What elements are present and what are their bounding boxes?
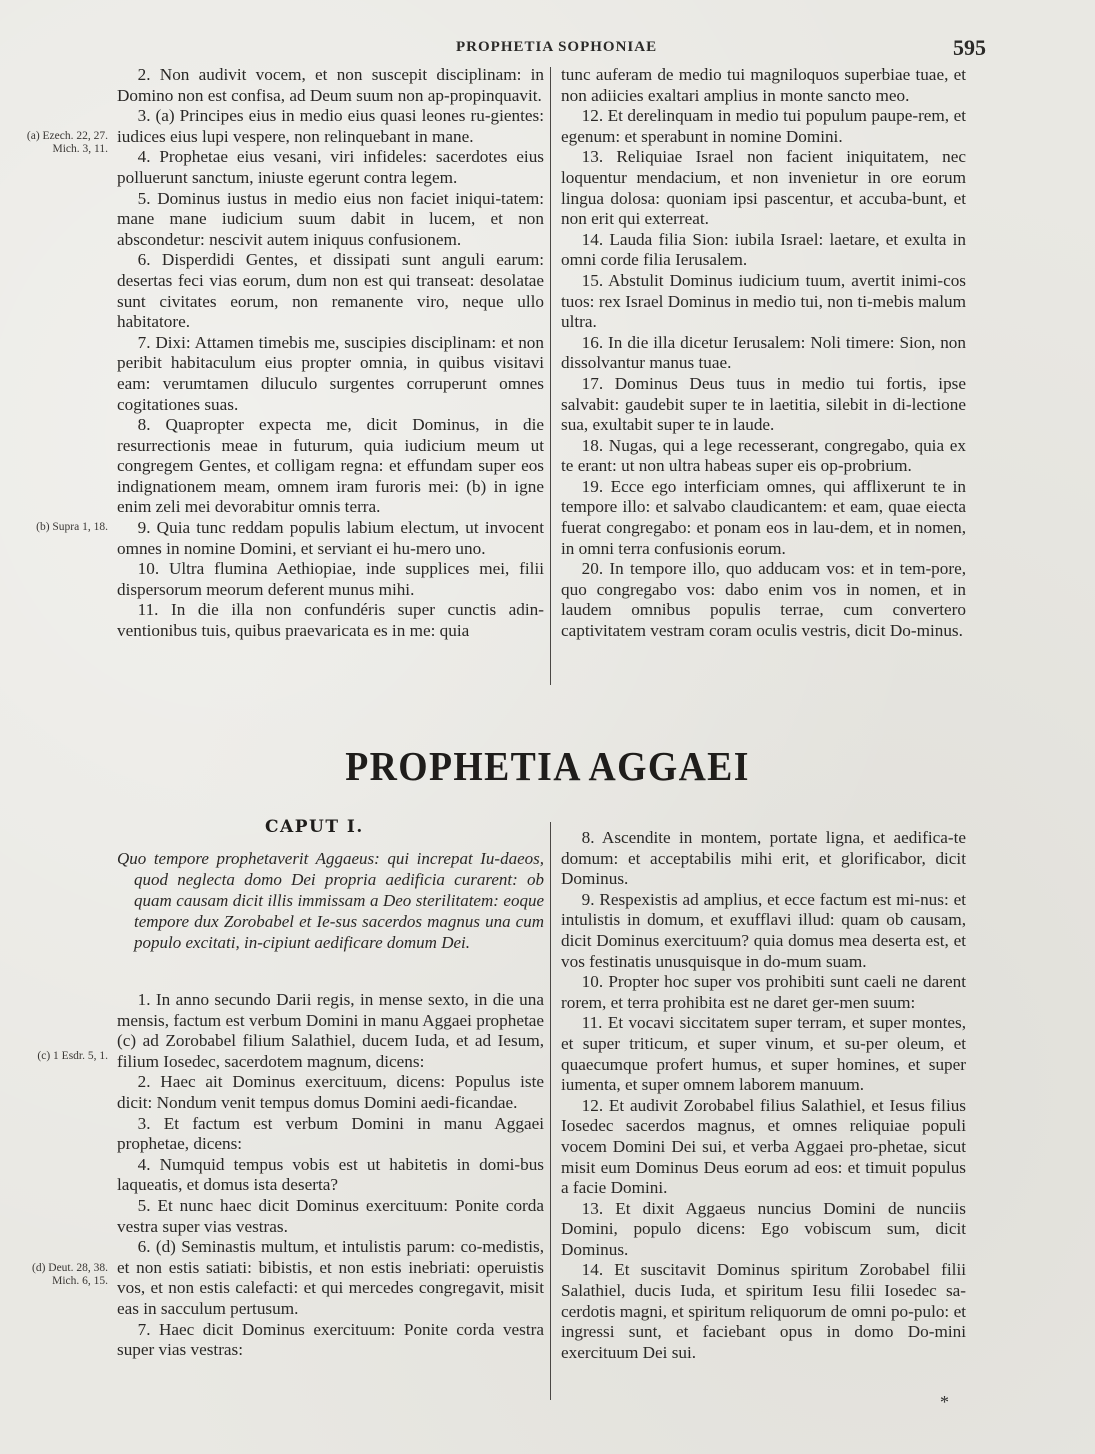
- margin-note-c: (c) 1 Esdr. 5, 1.: [37, 1050, 108, 1062]
- verse: 15. Abstulit Dominus iudicium tuum, avertit inimi-cos tuos: rex Israel Dominus in medio tui, non ti-mebis malum ultra.: [561, 270, 966, 332]
- verse: 19. Ecce ego interficiam omnes, qui afflixerunt te in tempore illo: et salvabo claudicantem: et eam, quae eiecta fuerat congregabo: et ponam eos in lau-dem, et in nomen, in omni terra confusionis eorum.: [561, 476, 966, 558]
- verse-continuation: tunc auferam de medio tui magniloquos superbiae tuae, et non adiicies exaltari amplius in monte sancto meo.: [561, 65, 966, 105]
- verse: 9. Respexistis ad amplius, et ecce factum est mi-nus: et intulistis in domum, et exufflavi illud: quam ob causam, dicit Dominus exercituum? quia domus mea deserta est, et vos festinatis unusquisque in do-mum suam.: [561, 889, 966, 971]
- running-head: [0, 37, 1095, 61]
- verse: 17. Dominus Deus tuus in medio tui fortis, ipse salvabit: gaudebit super te in laetitia, silebit in di-lectione sua, exultabit super te in laude.: [561, 373, 966, 435]
- verse: 16. In die illa dicetur Ierusalem: Noli timere: Sion, non dissolvantur manus tuae.: [561, 332, 966, 373]
- verse: 12. Et derelinquam in medio tui populum paupe-rem, et egenum: et sperabunt in nomine Domini.: [561, 106, 966, 146]
- verse: 8. Quapropter expecta me, dicit Dominus, in die resurrectionis meae in futurum, quia iudicium meum ut congregem Gentes, et colligam regna: et effundam super eos indignationem meam, omnem iram furoris mei: (b) in igne enim zeli mei devorabitur omnis terra.: [117, 415, 544, 517]
- verse: 10. Ultra flumina Aethiopiae, inde supplices mei, filii dispersorum meorum deferent munus mihi.: [117, 559, 544, 599]
- verse: 20. In tempore illo, quo adducam vos: et in tem-pore, quo congregabo vos: dabo enim vos in nomen, et in laudem omnibus populis terrae, cum convertero captivitatem vestram coram oculis vestris, dicit Do-minus.: [561, 559, 966, 641]
- margin-note-b: (b) Supra 1, 18.: [36, 521, 108, 533]
- verse: 14. Et suscitavit Dominus spiritum Zorobabel filii Salathiel, ducis Iuda, et spiritum Iesu filii Iosedec sa-cerdotis magni, et spiritum reliquorum de omni po-pulo: et ingressi sunt, et faciebant opus in domo Do-mini exercituum Dei sui.: [561, 1260, 966, 1362]
- verse: 1. In anno secundo Darii regis, in mense sexto, in die una mensis, factum est verbum Domini in manu Aggaei prophetae (c) ad Zorobabel filium Salathiel, ducem Iuda, et ad Iesum, filium Iosedec, sacerdotem magnum, dicens:: [117, 990, 544, 1071]
- verse: 7. Haec dicit Dominus exercituum: Ponite corda vestra super vias vestras:: [117, 1319, 544, 1360]
- verse: 6. (d) Seminastis multum, et intulistis parum: co-medistis, et non estis satiati: bibistis, et non estis inebriati: operuistis vos, et non estis calefacti: et qui mercedes congregavit, misit eas in sacculum pertusum.: [117, 1237, 544, 1318]
- margin-note-d: (d) Deut. 28, 38. Mich. 6, 15.: [31, 1262, 108, 1287]
- verse: 6. Disperdidi Gentes, et dissipati sunt anguli earum: desertas feci vias eorum, dum non est qui transeat: desolatae sunt civitates eorum, non remanente viro, neque ullo habitatore.: [117, 250, 544, 332]
- column-divider-bottom: [550, 822, 551, 1400]
- verse: 2. Haec ait Dominus exercituum, dicens: Populus iste dicit: Nondum venit tempus domus Domini aedi-ficandae.: [117, 1072, 544, 1112]
- book-title: PROPHETIA AGGAEI: [345, 743, 750, 789]
- verse: 4. Prophetae eius vesani, viri infideles: sacerdotes eius polluerunt sanctum, iniuste egerunt contra legem.: [117, 147, 544, 187]
- column-top-right: [561, 65, 966, 642]
- page-number: 595: [953, 35, 986, 60]
- column-bottom-right: [561, 828, 966, 1363]
- verse: 11. In die illa non confundéris super cunctis adin-ventionibus tuis, quibus praevaricata es in me: quia: [117, 600, 544, 641]
- verse: 14. Lauda filia Sion: iubila Israel: laetare, et exulta in omni corde filia Ierusalem.: [561, 229, 966, 270]
- verse: 3. (a) Principes eius in medio eius quasi leones ru-gientes: iudices eius lupi vespere, non relinquebant in mane.: [117, 106, 544, 146]
- verse: 11. Et vocavi siccitatem super terram, et super montes, et super triticum, et super vinum, et su-per oleum, et quaecumque profert humus, et super homines, et super iumenta, et super omnem laborem manuum.: [561, 1013, 966, 1095]
- chapter-summary: Quo tempore prophetaverit Aggaeus: qui increpat Iu-daeos, quod neglecta domo Dei propria aedificia curarent: ob quam causam dicit illis immissam a Deo sterilitatem: eoque tempore dux Zorobabel et Ie-sus sacerdos magnus una cum populo excitati, in-cipiunt aedificare domum Dei.: [117, 849, 544, 952]
- chapter-title: CAPUT I.: [265, 817, 364, 837]
- verse: 5. Et nunc haec dicit Dominus exercituum: Ponite corda vestra super vias vestras.: [117, 1195, 544, 1236]
- running-title: PROPHETIA SOPHONIAE: [456, 39, 658, 55]
- verse: 13. Reliquiae Israel non facient iniquitatem, nec loquentur mendacium, et non invenietur in ore eorum lingua dolosa: quoniam ipsi pascentur, et accuba-bunt, et non erit qui exterreat.: [561, 147, 966, 229]
- column-bottom-left: [117, 990, 544, 1361]
- column-top-left: [117, 65, 544, 642]
- verse: 9. Quia tunc reddam populis labium electum, ut invocent omnes in nomine Domini, et serviant ei hu-mero uno.: [117, 518, 544, 558]
- verse: 13. Et dixit Aggaeus nuncius Domini de nunciis Domini, populo dicens: Ego vobiscum sum, dicit Dominus.: [561, 1198, 966, 1259]
- verse: 10. Propter hoc super vos prohibiti sunt caeli ne darent rorem, et terra prohibita est ne daret ger-men suum:: [561, 972, 966, 1012]
- verse: 5. Dominus iustus in medio eius non faciet iniqui-tatem: mane mane iudicium suum dabit in lucem, et non abscondetur: nescivit autem iniquus confusionem.: [117, 188, 544, 249]
- verse: 7. Dixi: Attamen timebis me, suscipies disciplinam: et non peribit habitaculum eius propter omnia, in quibus visitavi eam: verumtamen diluculo surgentes corruperunt omnes cogitationes suas.: [117, 332, 544, 414]
- verse: 8. Ascendite in montem, portate ligna, et aedifica-te domum: et acceptabilis mihi erit, et glorificabor, dicit Dominus.: [561, 828, 966, 889]
- column-divider-top: [550, 67, 551, 685]
- end-asterisk-icon: *: [940, 1392, 949, 1412]
- margin-note-a: (a) Ezech. 22, 27. Mich. 3, 11.: [26, 130, 108, 155]
- verse: 12. Et audivit Zorobabel filius Salathiel, et Iesus filius Iosedec sacerdos magnus, et omnes reliquiae populi vocem Domini Dei sui, et verba Aggaei pro-phetae, sicut misit eum Dominus Deus eorum ad eos: et timuit populus a facie Domini.: [561, 1095, 966, 1198]
- verse: 4. Numquid tempus vobis est ut habitetis in domi-bus laqueatis, et domus ista deserta?: [117, 1154, 544, 1195]
- verse: 3. Et factum est verbum Domini in manu Aggaei prophetae, dicens:: [117, 1113, 544, 1154]
- verse: 2. Non audivit vocem, et non suscepit disciplinam: in Domino non est confisa, ad Deum suum non ap-propinquavit.: [117, 65, 544, 105]
- verse: 18. Nugas, qui a lege recesserant, congregabo, quia ex te erant: ut non ultra habeas super eis op-probrium.: [561, 435, 966, 476]
